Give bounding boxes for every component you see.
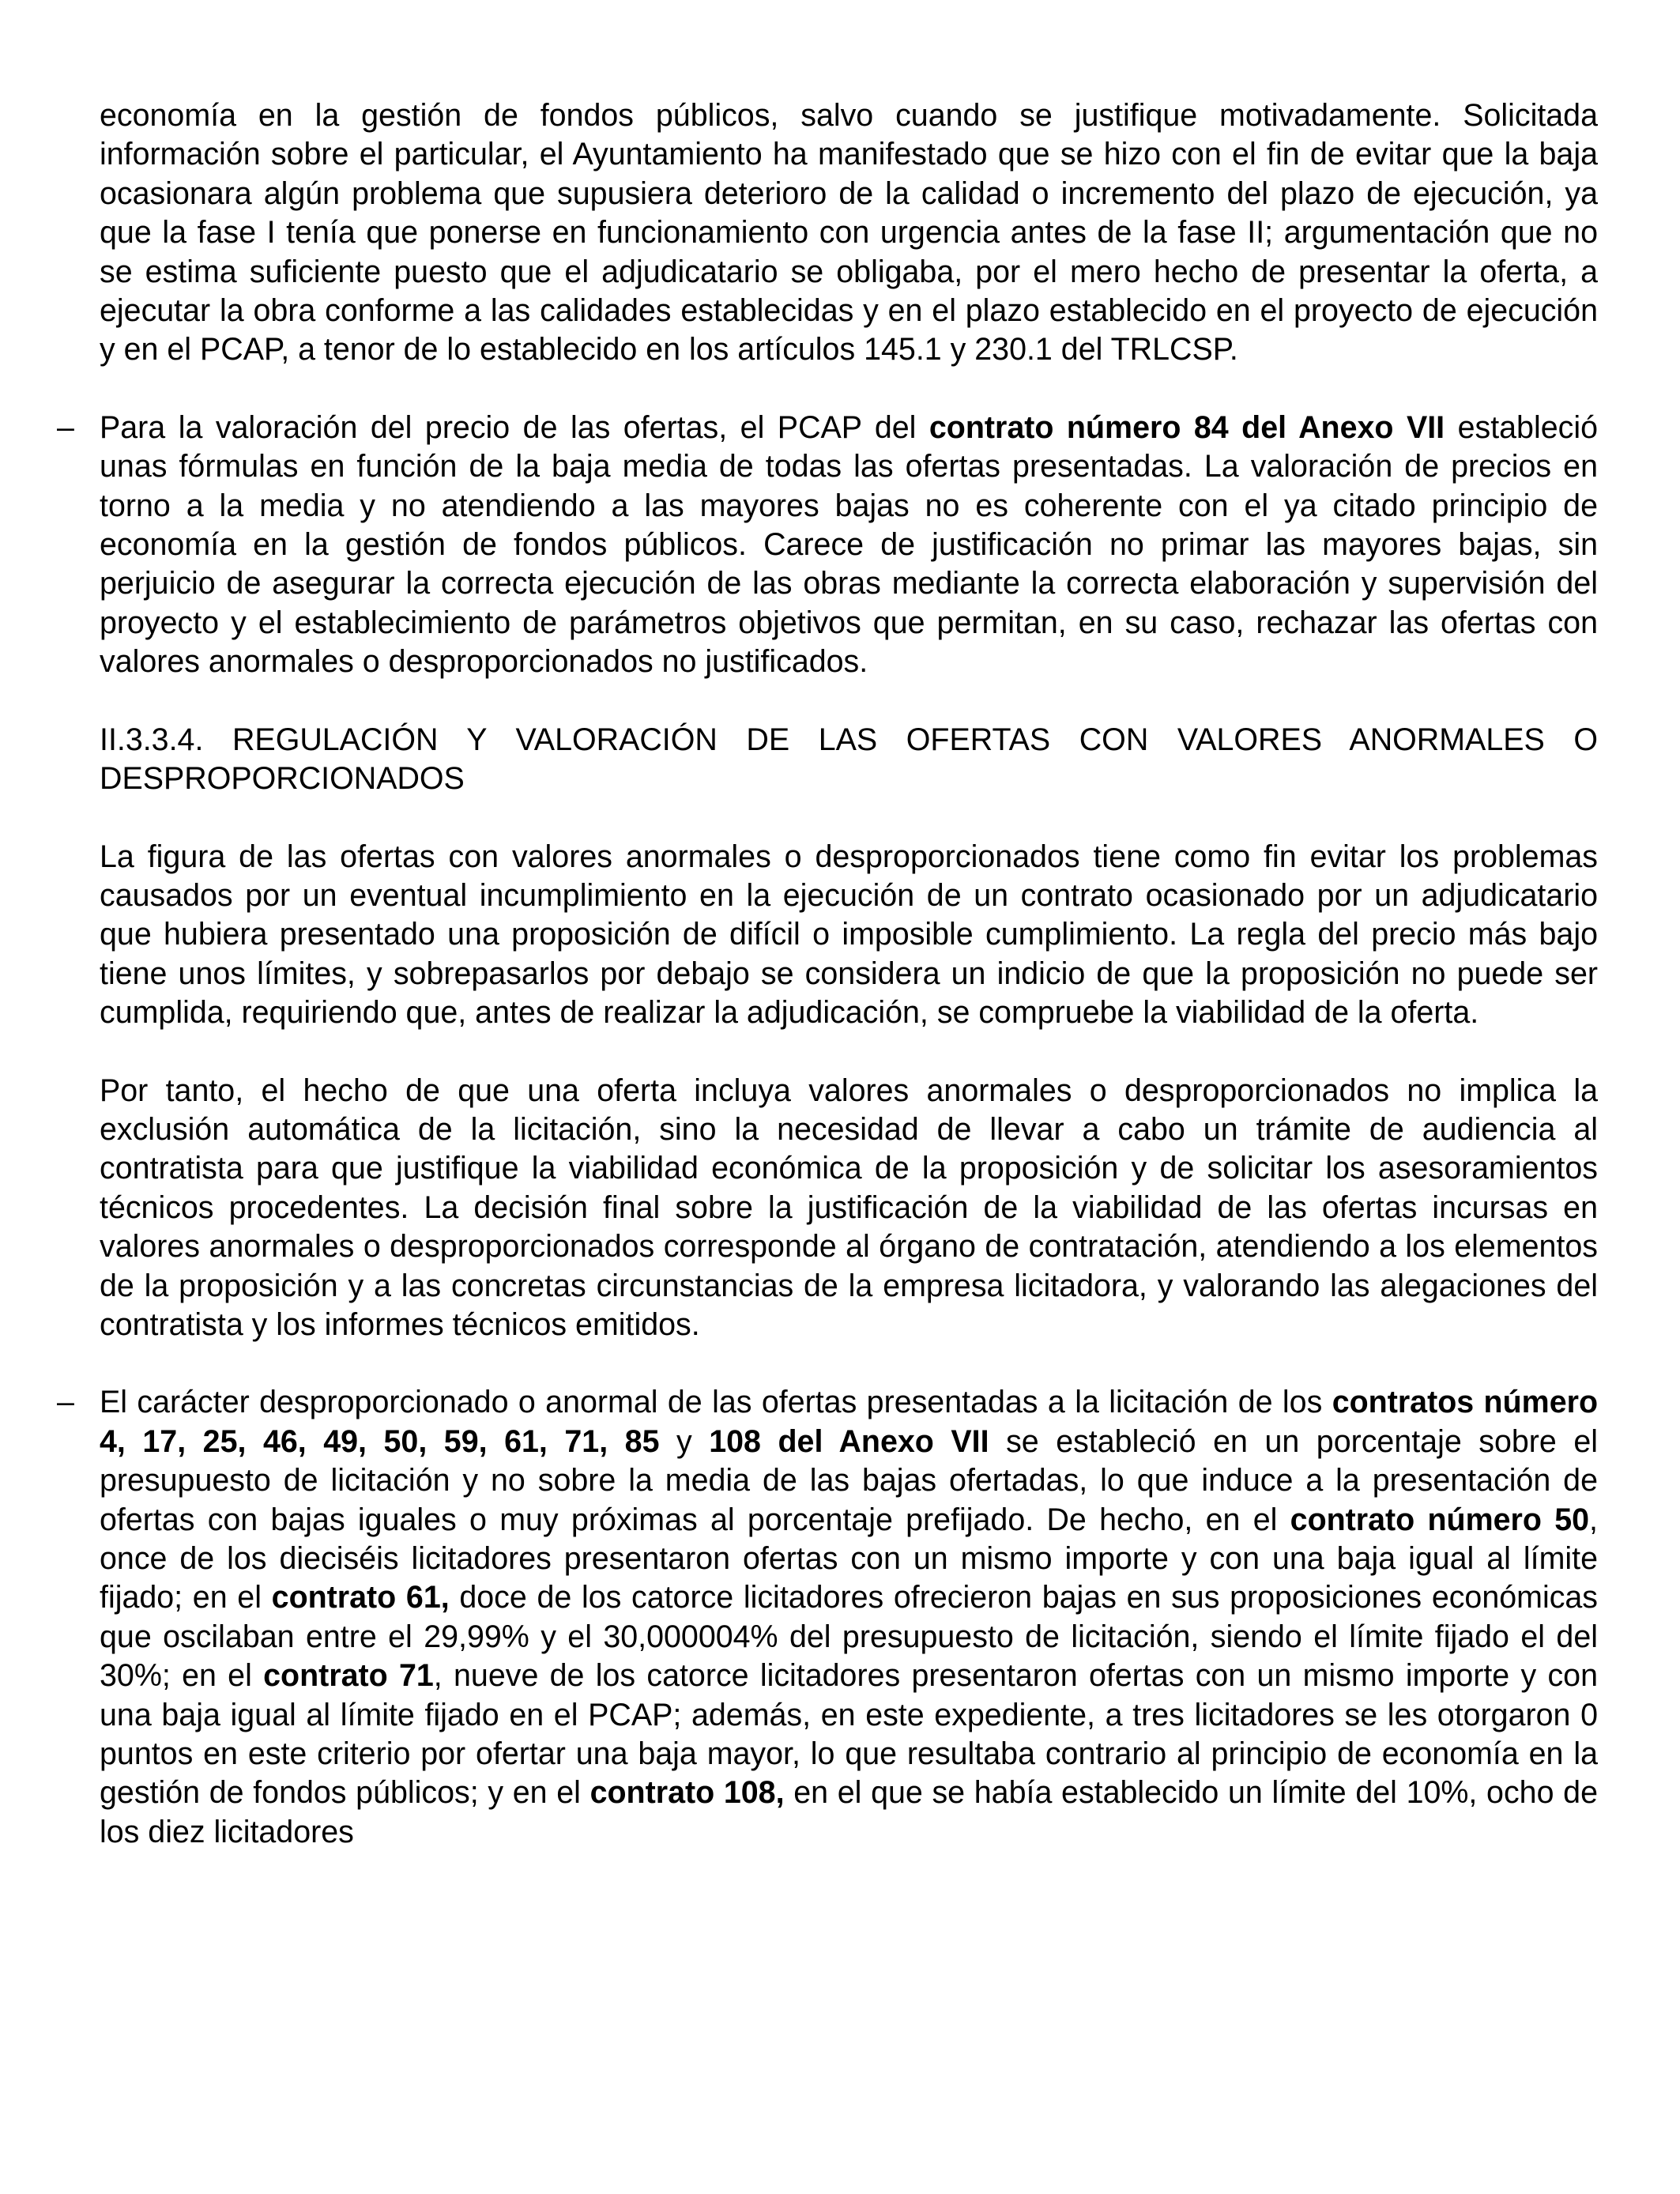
bold-reference: contrato número 50 — [1290, 1502, 1590, 1537]
paragraph-gap — [100, 370, 1598, 409]
bullet-text: , nueve de los catorce licitadores presentaron ofertas con un mismo importe y con una baja igual al límite fijado en el PCAP; además, en este expediente, a tres licitadores se les otorgaron 0 puntos en este criterio por ofertar una baja mayor, lo que resultaba contrario al principio de economía en la gestión de fondos públicos; y en el — [100, 1658, 1598, 1811]
bold-reference: 108 del Anexo VII — [709, 1423, 989, 1459]
paragraph-gap — [100, 682, 1598, 721]
bullet-text: en el que se había establecido un límite del 10%, ocho de los diez licitadores — [100, 1775, 1598, 1849]
bullet-text: y — [659, 1423, 710, 1459]
paragraph-gap — [100, 799, 1598, 838]
bullet-text: , once de los dieciséis licitadores presentaron ofertas con un mismo importe y con una baja igual al límite fijado; en el — [100, 1502, 1598, 1615]
paragraph-economia: economía en la gestión de fondos públicos, salvo cuando se justifique motivadamente. Solicitada información sobre el particular, el Ayuntamiento ha manifestado que se hizo con el fin de evitar que la baja ocasionara algún problema que supusiera deterioro de la calidad o incremento del plazo de ejecución, ya que la fase I tenía que ponerse en funcionamiento con urgencia antes de la fase II; argumentación que no se estima suficiente puesto que el adjudicatario se obligaba, por el mero hecho de presentar la oferta, a ejecutar la obra conforme a las calidades establecidas y en el plazo establecido en el proyecto de ejecución y en el PCAP, a tenor de lo establecido en los artículos 145.1 y 230.1 del TRLCSP. — [100, 98, 1598, 368]
bullet-text: estableció unas fórmulas en función de la baja media de todas las ofertas presentadas. La valoración de precios en torno a la media y no atendiendo a las mayores bajas no es coherente con el ya citado principio de economía en la gestión de fondos públicos. Carece de justificación no primar las mayores bajas, sin perjuicio de asegurar la correcta ejecución de las obras mediante la correcta elaboración y supervisión del proyecto y el establecimiento de parámetros objetivos que permitan, en su caso, rechazar las ofertas con valores anormales o desproporcionados no justificados. — [100, 409, 1598, 680]
bullet-text: doce de los catorce licitadores ofrecieron bajas en sus proposiciones económicas que oscilaban entre el 29,99% y el 30,000004% del presupuesto de licitación, siendo el límite fijado el del 30%; en el — [100, 1580, 1599, 1694]
paragraph-gap — [100, 1033, 1598, 1072]
bold-reference: contratos número 4, 17, 25, 46, 49, 50, 59, 61, 71, 85 — [100, 1385, 1599, 1459]
bullet-text: Para la valoración del precio de las ofertas, el PCAP del — [100, 409, 929, 445]
bullet-item-caracter-desproporcionado — [57, 1383, 1599, 1852]
bullet-item-contrato-84 — [57, 409, 1598, 682]
section-heading: II.3.3.4. REGULACIÓN Y VALORACIÓN DE LAS OFERTAS CON VALORES ANORMALES O DESPROPORCIONADOS — [100, 722, 1598, 797]
bullet-dash: – — [57, 1385, 74, 1420]
bullet-dash: – — [57, 409, 74, 445]
bold-reference: contrato 71 — [263, 1658, 434, 1694]
paragraph-por-tanto: Por tanto, el hecho de que una oferta incluya valores anormales o desproporcionados no implica la exclusión automática de la licitación, sino la necesidad de llevar a cabo un trámite de audiencia al contratista para que justifique la viabilidad económica de la proposición y de solicitar los asesoramientos técnicos procedentes. La decisión final sobre la justificación de la viabilidad de las ofertas incursas en valores anormales o desproporcionados corresponde al órgano de contratación, atendiendo a los elementos de la proposición y a las concretas circunstancias de la empresa licitadora, y valorando las alegaciones del contratista y los informes técnicos emitidos. — [100, 1072, 1598, 1342]
bold-reference: contrato 108, — [590, 1775, 785, 1811]
bullet-text: El carácter desproporcionado o anormal de las ofertas presentadas a la licitación de los — [100, 1385, 1332, 1420]
bold-reference: contrato 61, — [271, 1580, 450, 1615]
paragraph-gap — [100, 1344, 1598, 1383]
paragraph-figura: La figura de las ofertas con valores anormales o desproporcionados tiene como fin evitar los problemas causados por un eventual incumplimiento en la ejecución de un contrato ocasionado por un adjudicatario que hubiera presentado una proposición de difícil o imposible cumplimiento. La regla del precio más bajo tiene unos límites, y sobrepasarlos por debajo se considera un indicio de que la proposición no puede ser cumplida, requiriendo que, antes de realizar la adjudicación, se compruebe la viabilidad de la oferta. — [100, 839, 1598, 1031]
bullet-text: se estableció en un porcentaje sobre el presupuesto de licitación y no sobre la media de las bajas ofertadas, lo que induce a la presentación de ofertas con bajas iguales o muy próximas al porcentaje prefijado. De hecho, en el — [100, 1423, 1598, 1537]
bold-reference: contrato número 84 del Anexo VII — [929, 409, 1445, 445]
document-page — [57, 96, 1599, 1852]
